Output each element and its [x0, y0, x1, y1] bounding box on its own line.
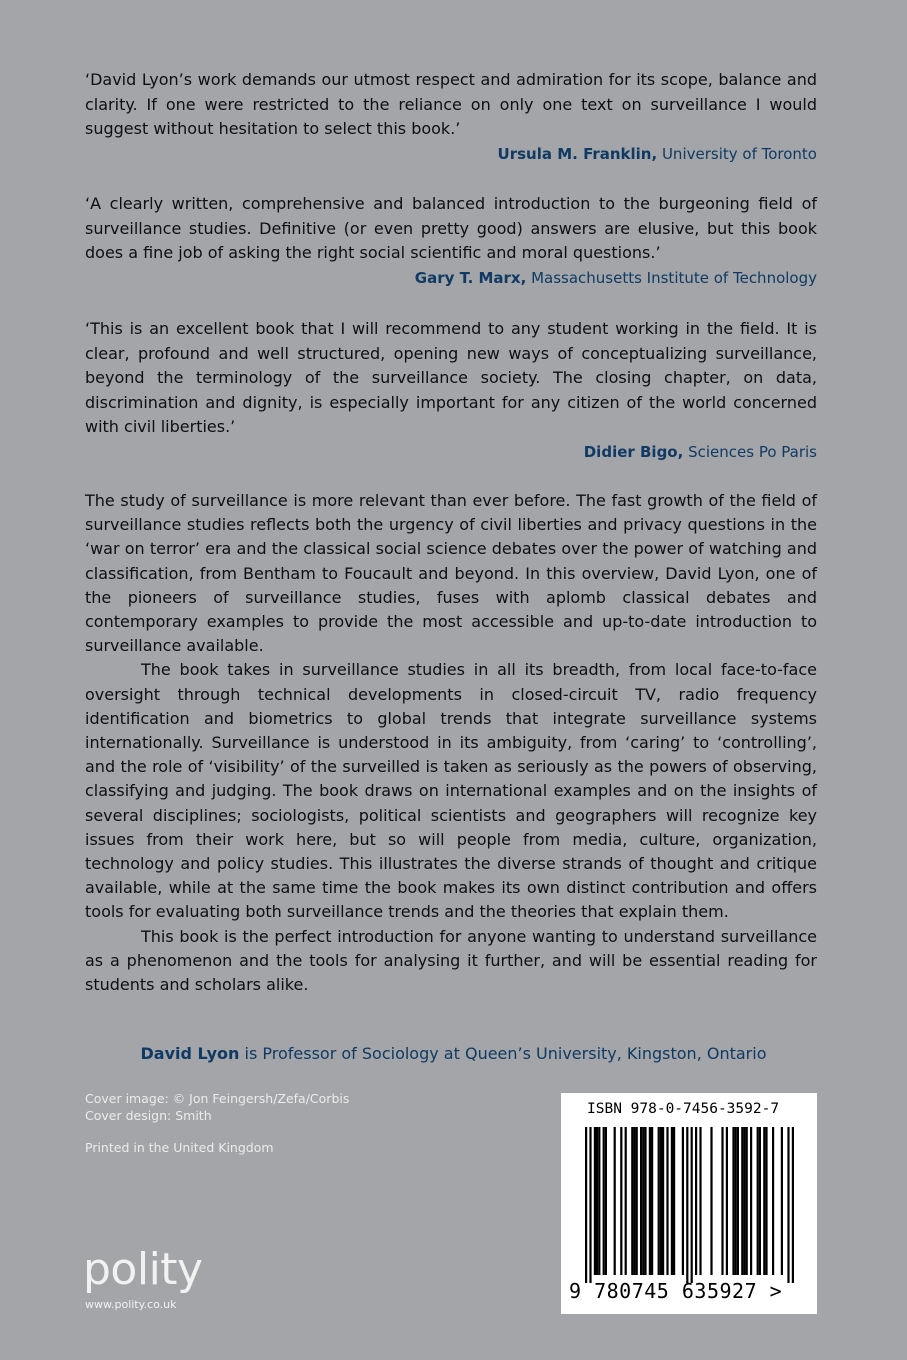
- description-paragraph: This book is the perfect introduction for anyone wanting to understand surveillance as a phenomenon and the tools for analysing it further, and will be essential reading for students and scholars alike.: [85, 926, 817, 995]
- barcode-bar: [682, 1127, 684, 1275]
- printed-in: Printed in the United Kingdom: [85, 1140, 274, 1155]
- barcode-bar: [649, 1127, 651, 1275]
- barcode-bar: [726, 1127, 728, 1275]
- barcode-bar: [695, 1127, 697, 1275]
- barcode-bar: [614, 1127, 616, 1275]
- barcode-bar: [631, 1127, 633, 1275]
- quote-affiliation: University of Toronto: [657, 144, 817, 163]
- barcode-bar: [642, 1127, 644, 1275]
- cover-design-credit: Cover design: Smith: [85, 1108, 212, 1123]
- barcode-bar: [603, 1127, 605, 1275]
- barcode-bar: [737, 1127, 739, 1275]
- barcode-bar: [620, 1127, 622, 1275]
- quote-2: [85, 192, 817, 290]
- barcode-bar: [605, 1127, 607, 1275]
- barcode-bar: [710, 1127, 712, 1275]
- quote-affiliation: Massachusetts Institute of Technology: [526, 268, 817, 287]
- barcode-bar: [763, 1127, 765, 1275]
- barcode-icon: [579, 1127, 801, 1283]
- author-bio: [0, 1042, 907, 1066]
- barcode-bar: [633, 1127, 635, 1275]
- isbn-number: ISBN 978-0-7456-3592-7: [587, 1101, 780, 1117]
- quote-text: ‘David Lyon’s work demands our utmost respect and admiration for its scope, balance and clarity. If one were restricted to the reliance on only one text on surveillance I would suggest without hesitation to select this book.’: [85, 70, 817, 138]
- barcode-bar: [721, 1127, 723, 1275]
- barcode-bar: [589, 1127, 591, 1283]
- cover-image-credit: Cover image: © Jon Feingersh/Zefa/Corbis: [85, 1091, 350, 1106]
- barcode-bar: [585, 1127, 587, 1283]
- barcode-bar: [746, 1127, 748, 1275]
- barcode-bar: [658, 1127, 660, 1275]
- quote-author: Ursula M. Franklin,: [497, 144, 658, 163]
- book-description: [85, 489, 817, 997]
- barcode-bar: [594, 1127, 596, 1275]
- quote-attribution: [85, 142, 817, 166]
- barcode-bar: [750, 1127, 752, 1275]
- barcode-bar: [765, 1127, 767, 1275]
- barcode-bar: [787, 1127, 789, 1283]
- cover-credits: [85, 1090, 349, 1124]
- description-paragraph: The study of surveillance is more relevant than ever before. The fast growth of the field of surveillance studies reflects both the urgency of civil liberties and privacy questions in the ‘war on terror’ era and the classical social science debates over the power of watching and classification, from Bentham to Foucault and beyond. In this overview, David Lyon, one of the pioneers of surveillance studies, fuses with aplomb classical debates and contemporary examples to provide the most accessible and up-to-date introduction to surveillance available.: [85, 491, 817, 656]
- ean-digits: 9 780745 635927 >: [569, 1279, 783, 1303]
- barcode-bar: [651, 1127, 653, 1275]
- barcode-bar: [757, 1127, 759, 1275]
- barcode-bar: [792, 1127, 794, 1283]
- quote-attribution: [85, 266, 817, 290]
- barcode-bar: [673, 1127, 675, 1275]
- quote-attribution: [85, 440, 817, 464]
- quote-affiliation: Sciences Po Paris: [683, 442, 817, 461]
- barcode-bar: [772, 1127, 774, 1275]
- barcode-bar: [596, 1127, 598, 1275]
- barcode-bar: [625, 1127, 627, 1275]
- description-paragraph: The book takes in surveillance studies in all its breadth, from local face-to-face oversight through technical developments in closed-circuit TV, radio frequency identification and biometrics to global trends that integrate surveillance systems internationally. Surveillance is understood in its ambiguity, from ‘caring’ to ‘controlling’, and the role of ‘visibility’ of the surveilled is taken as seriously as the powers of observing, classifying and judging. The book draws on international examples and on the insights of several disciplines; sociologists, political scientists and geographers will recognize key issues from their work here, but so will people from media, culture, organization, technology and policy studies. This illustrates the diverse strands of thought and critique available, while at the same time the book makes its own distinct contribution and offers tools for evaluating both surveillance trends and the theories that explain them.: [85, 660, 817, 922]
- quote-text: ‘This is an excellent book that I will recommend to any student working in the field. It is clear, profound and well structured, opening new ways of conceptualizing surveillance, beyond the terminology of the surveillance society. The closing chapter, on data, discrimination and dignity, is especially important for any citizen of the world concerned with civil liberties.’: [85, 319, 817, 436]
- quote-text: ‘A clearly written, comprehensive and balanced introduction to the burgeoning field of surveillance studies. Definitive (or even pretty good) answers are elusive, but this book does a fine job of asking the right social scientific and moral questions.’: [85, 194, 817, 262]
- barcode-bar: [686, 1127, 688, 1283]
- barcode-bar: [743, 1127, 745, 1275]
- barcode-bar: [598, 1127, 600, 1275]
- barcode-bar: [759, 1127, 761, 1275]
- quote-1: [85, 68, 817, 166]
- quote-3: [85, 317, 817, 464]
- barcode-bar: [671, 1127, 673, 1275]
- barcode-bar: [662, 1127, 664, 1275]
- barcode-bar: [660, 1127, 662, 1275]
- barcode-bar: [666, 1127, 668, 1275]
- quote-author: Didier Bigo,: [583, 442, 684, 461]
- author-name: David Lyon: [140, 1044, 240, 1063]
- barcode-bar: [691, 1127, 693, 1283]
- barcode-bar: [732, 1127, 734, 1275]
- barcode-bar: [781, 1127, 783, 1275]
- publisher-website: www.polity.co.uk: [85, 1298, 177, 1311]
- barcode-bar: [636, 1127, 638, 1275]
- barcode-bar: [741, 1127, 743, 1275]
- barcode-bar: [640, 1127, 642, 1275]
- author-bio-text: is Professor of Sociology at Queen’s University, Kingston, Ontario: [239, 1044, 767, 1063]
- barcode-bar: [735, 1127, 737, 1275]
- barcode-bar: [644, 1127, 646, 1275]
- barcode-panel: [561, 1093, 817, 1314]
- publisher-logo: polity: [83, 1244, 203, 1295]
- quote-author: Gary T. Marx,: [414, 268, 527, 287]
- barcode-bar: [699, 1127, 701, 1275]
